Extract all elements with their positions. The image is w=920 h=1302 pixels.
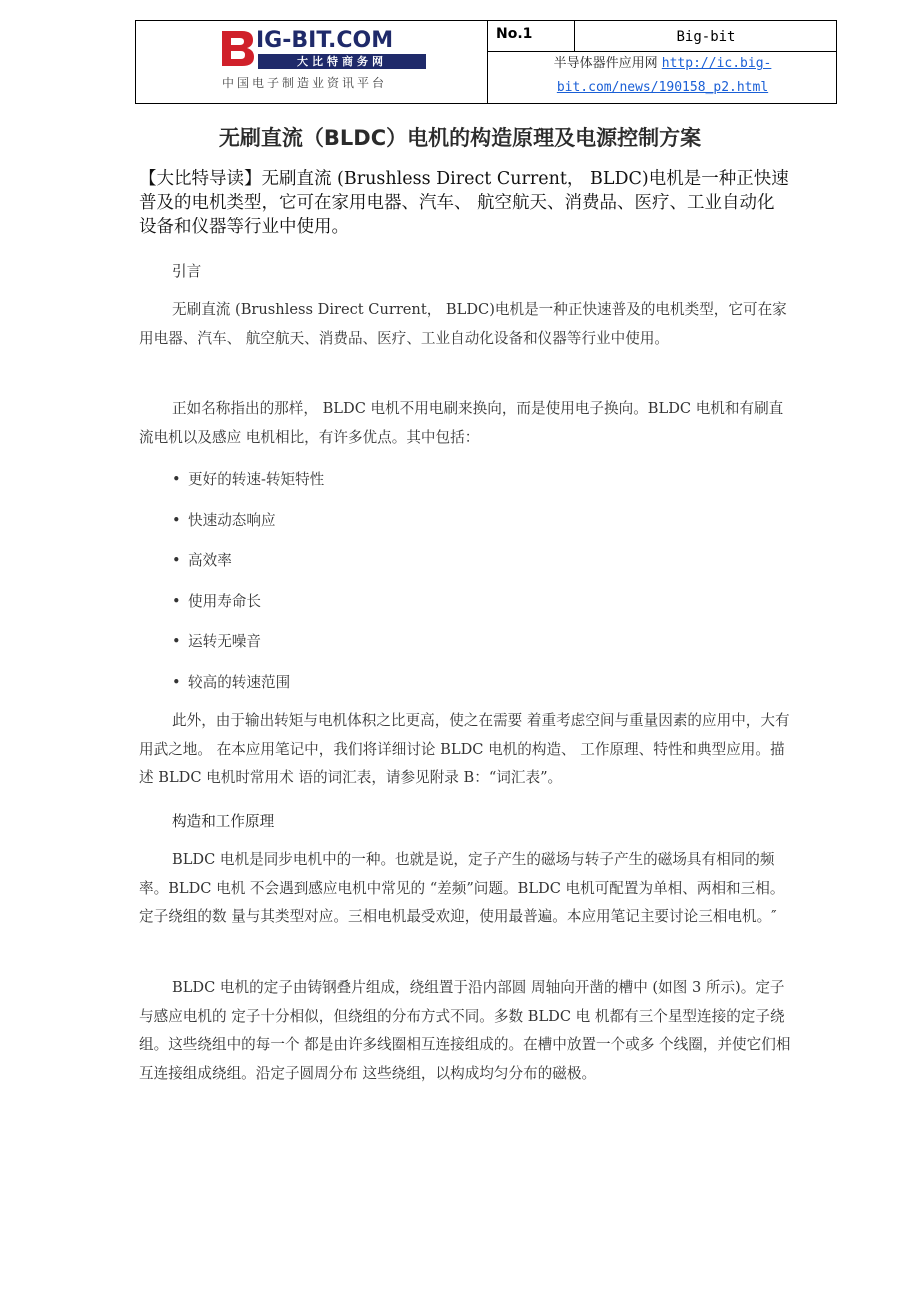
document-number: No.1 xyxy=(496,26,533,42)
intro-paragraph: 无刷直流 (Brushless Direct Current， BLDC)电机是一种正快速普及的电机类型，它可在家用电器、汽车、 航空航天、消费品、医疗、工业自动化设备和仪器等行业中使用。 xyxy=(139,301,787,347)
list-item: • 高效率 xyxy=(172,552,232,569)
list-item: • 更好的转速-转矩特性 xyxy=(172,471,325,488)
article-title: 无刷直流（BLDC）电机的构造原理及电源控制方案 xyxy=(218,126,702,150)
logo-wordmark: IG-BIT.COM xyxy=(256,28,394,53)
list-item: • 较高的转速范围 xyxy=(172,674,291,691)
site-short-name: Big-bit xyxy=(676,29,736,45)
logo-tagline: 中国电子制造业资讯平台 xyxy=(222,76,388,90)
construction-paragraph: BLDC 电机是同步电机中的一种。也就是说，定子产生的磁场与转子产生的磁场具有相同的频率。BLDC 电机 不会遇到感应电机中常见的 “差频”问题。BLDC 电机可配置为单相、两相和三相。定子绕组的数 量与其类型对应。三相电机最受欢迎，使用最普遍。本应用笔记主要讨论三相电机。″ xyxy=(139,851,785,925)
stator-paragraph: BLDC 电机的定子由铸钢叠片组成，绕组置于沿内部圆 周轴向开凿的槽中 (如图 3 所示)。定子与感应电机的 定子十分相似，但绕组的分布方式不同。多数 BLDC 电 机都有三个星型连接的定子绕组。这些绕组中的每一个 都是由许多线圈相互连接组成的。在槽中放置一个或多 个线圈，并使它们相互连接组成绕组。沿定子圆周分布 这些绕组，以构成均匀分布的磁极。 xyxy=(139,979,791,1082)
more-paragraph: 此外，由于输出转矩与电机体积之比更高，使之在需要 着重考虑空间与重量因素的应用中，大有用武之地。 在本应用笔记中，我们将详细讨论 BLDC 电机的构造、 工作原理、特性和典型应用。描述 BLDC 电机时常用术 语的词汇表，请参见附录 B：“词汇表”。 xyxy=(139,712,790,786)
logo-mark-icon xyxy=(220,29,256,67)
advantages-paragraph: 正如名称指出的那样， BLDC 电机不用电刷来换向，而是使用电子换向。BLDC 电机和有刷直流电机以及感应 电机相比，有许多优点。其中包括： xyxy=(139,400,784,446)
article-lead: 【大比特导读】无刷直流 (Brushless Direct Current， BLDC)电机是一种正快速普及的电机类型，它可在家用电器、汽车、 航空航天、消费品、医疗、工业自动化设备和仪器等行业中使用。 xyxy=(139,169,789,237)
site-description: 半导体器件应用网 xyxy=(553,56,658,71)
logo-cn-name: 大比特商务网 xyxy=(258,54,426,69)
source-url-link[interactable]: http://ic.big- bit.com/news/190158_p2.html xyxy=(556,56,772,95)
list-item: • 快速动态响应 xyxy=(172,512,276,529)
section-heading-intro: 引言 xyxy=(172,263,202,280)
document-header-table xyxy=(135,20,837,104)
list-item: • 运转无噪音 xyxy=(172,633,261,650)
big-bit-logo xyxy=(220,27,420,97)
section-heading-construction: 构造和工作原理 xyxy=(172,813,275,830)
site-source xyxy=(488,52,837,100)
list-item: • 使用寿命长 xyxy=(172,593,261,610)
